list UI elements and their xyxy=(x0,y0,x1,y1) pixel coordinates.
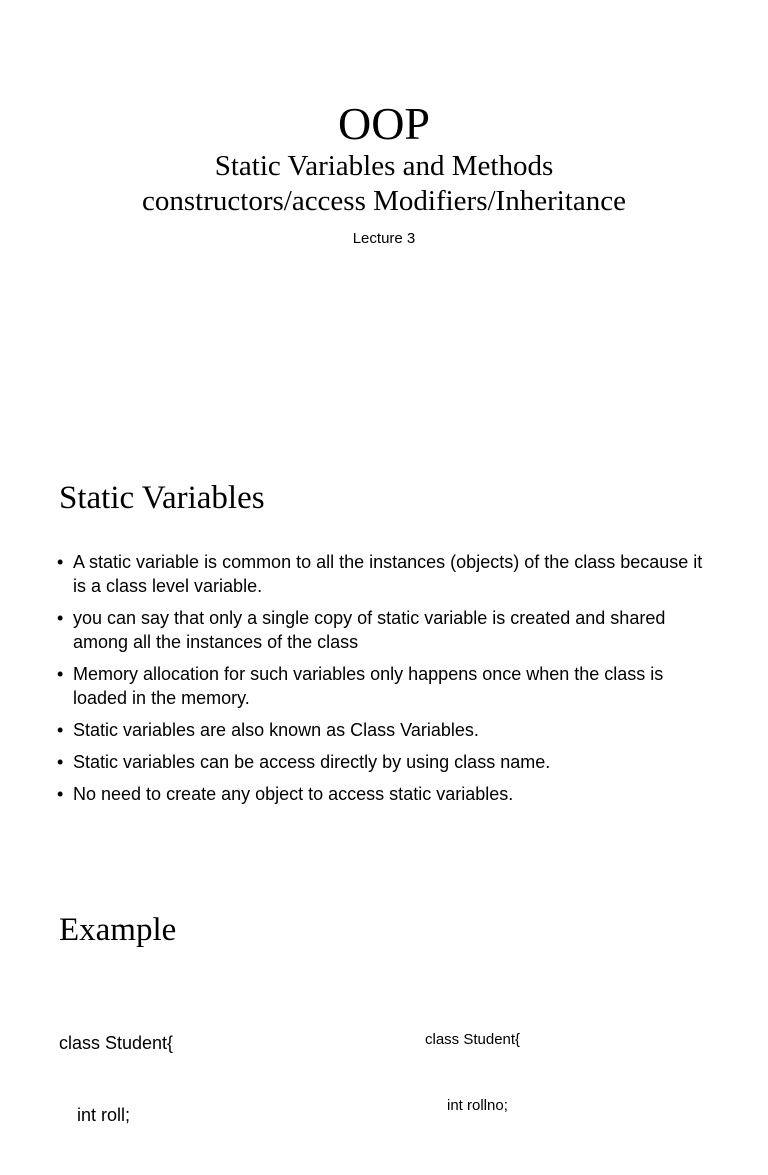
bullet-marker: • xyxy=(57,608,64,628)
code-line: int roll; xyxy=(77,1105,131,1125)
code-line: class Student{ xyxy=(59,1033,174,1053)
bullet-item xyxy=(57,750,717,774)
bullet-marker: • xyxy=(57,720,64,740)
lecture-label: Lecture 3 xyxy=(352,230,416,247)
bullet-marker: • xyxy=(57,784,64,804)
static-variables-heading: Static Variables xyxy=(59,480,265,516)
bullet-item xyxy=(57,662,717,710)
example-heading: Example xyxy=(59,912,177,948)
bullet-text: A static variable is common to all the instances (objects) of the class because it is a class level variable. xyxy=(73,552,703,596)
code-line: class Student{ xyxy=(425,1031,521,1048)
code-block-left xyxy=(59,983,173,1175)
bullet-text: Memory allocation for such variables only happens once when the class is loaded in the memory. xyxy=(73,664,664,708)
bullet-marker: • xyxy=(57,664,64,684)
bullet-text: No need to create any object to access static variables. xyxy=(73,784,514,804)
bullet-text: Static variables are also known as Class Variables. xyxy=(73,720,479,740)
slide-subtitle-line-2: constructors/access Modifiers/Inheritance xyxy=(142,185,626,217)
bullet-text: Static variables can be access directly by using class name. xyxy=(73,752,551,772)
bullet-item xyxy=(57,606,717,654)
bullet-marker: • xyxy=(57,552,64,572)
code-block-right xyxy=(425,985,520,1161)
code-line: int rollno; xyxy=(447,1097,508,1114)
bullet-marker: • xyxy=(57,752,64,772)
bullet-list xyxy=(57,550,717,814)
bullet-text: you can say that only a single copy of static variable is created and shared among all the instances of the class xyxy=(73,608,666,652)
bullet-item xyxy=(57,782,717,806)
bullet-item xyxy=(57,718,717,742)
bullet-item xyxy=(57,550,717,598)
slide-title: OOP xyxy=(337,98,431,149)
slide-subtitle-line-1: Static Variables and Methods xyxy=(214,150,554,182)
